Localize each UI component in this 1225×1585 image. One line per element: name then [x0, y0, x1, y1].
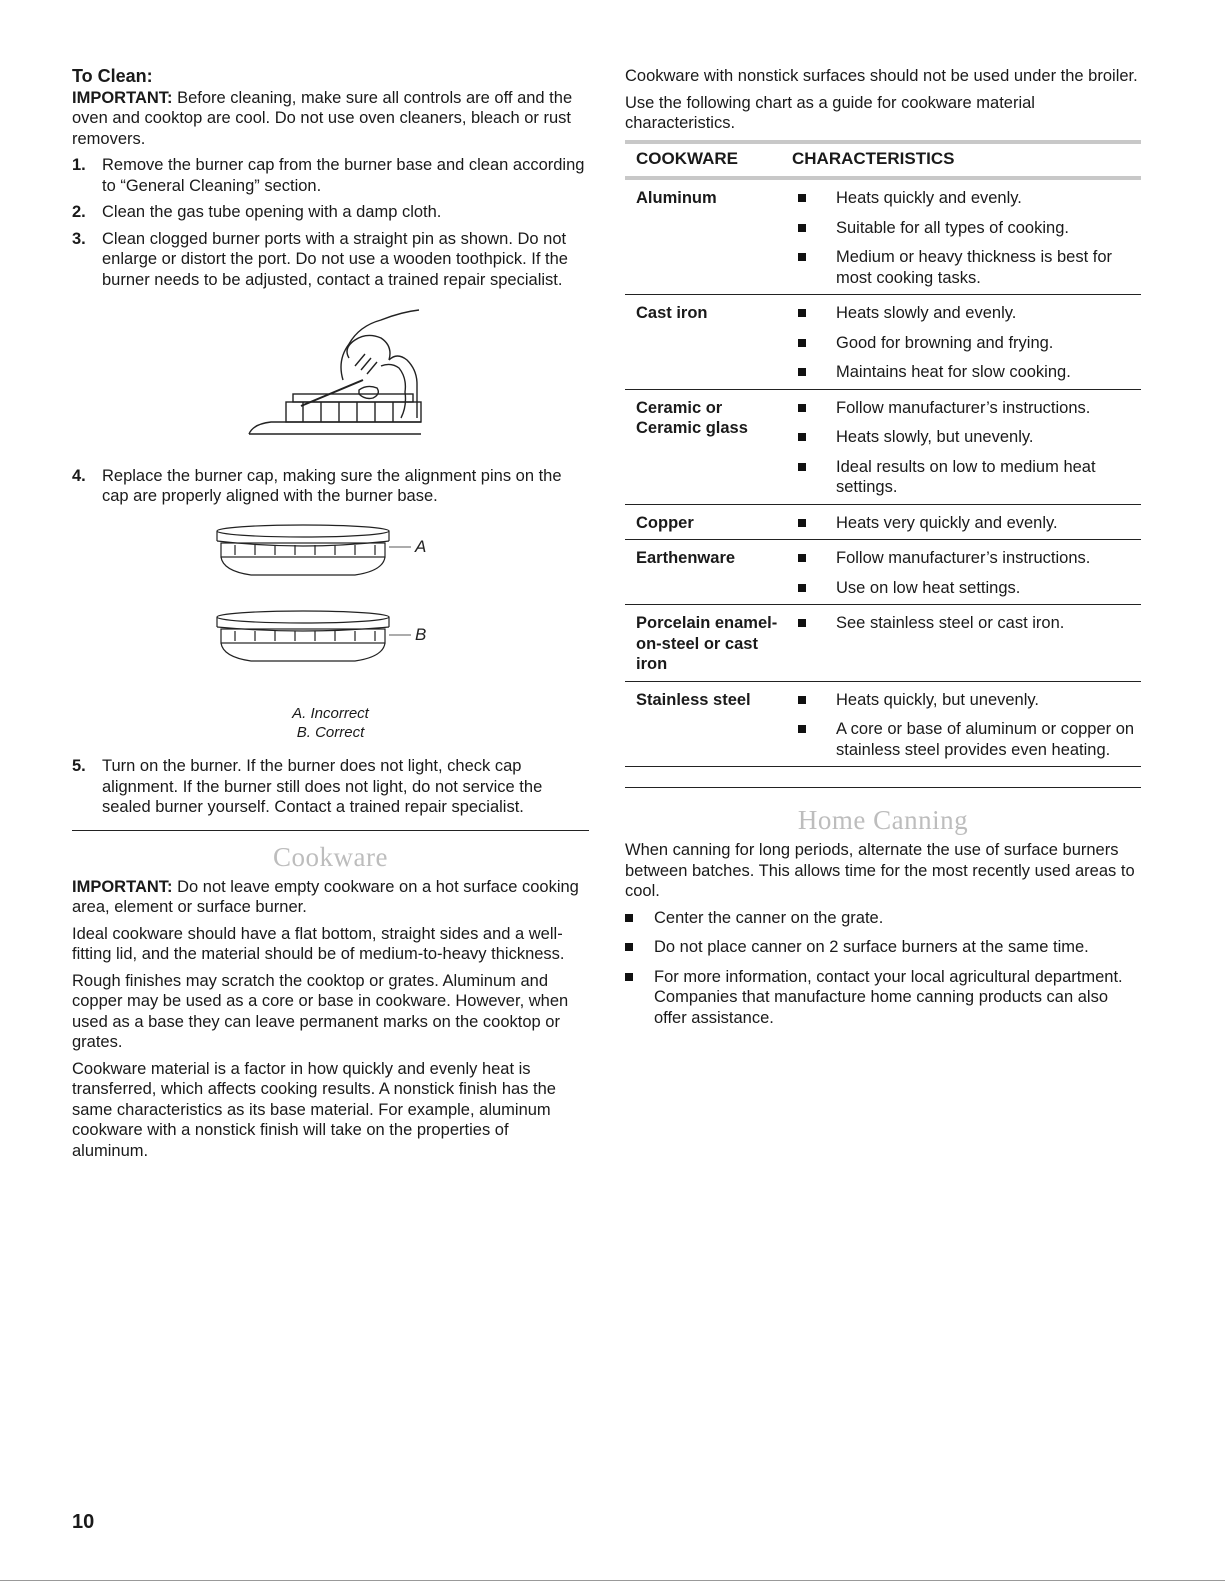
bullet-square-icon — [798, 584, 806, 592]
important-label: IMPORTANT: — [72, 88, 173, 107]
characteristic-text: Follow manufacturer’s instructions. — [836, 549, 1091, 567]
characteristic-item — [786, 578, 1141, 599]
characteristic-text: Use on low heat settings. — [836, 578, 1021, 597]
bullet-square-icon — [798, 368, 806, 376]
step-number: 3. — [72, 229, 86, 248]
bullet-square-icon — [798, 554, 806, 562]
table-row — [625, 178, 1141, 295]
table-body — [625, 178, 1141, 767]
characteristic-text: Heats very quickly and evenly. — [836, 513, 1058, 532]
step-number: 2. — [72, 203, 86, 221]
step-text: Replace the burner cap, making sure the alignment pins on the cap are properly aligned with the burner base. — [102, 466, 562, 505]
table-row — [625, 504, 1141, 540]
list-item — [625, 908, 1141, 929]
cookware-material: Earthenware — [636, 549, 736, 567]
table-row — [625, 295, 1141, 390]
caption-correct: B. Correct — [296, 724, 365, 741]
figure-caption — [72, 704, 589, 742]
cookware-characteristics — [786, 681, 1141, 767]
intro-paragraph: Cookware with nonstick surfaces should not be used under the broiler. — [625, 67, 1138, 85]
bullet-text: Do not place canner on 2 surface burners at the same time. — [654, 938, 1089, 956]
characteristic-text: Heats quickly, but unevenly. — [836, 690, 1039, 709]
cookware-characteristics — [786, 605, 1141, 682]
step-5 — [72, 756, 589, 818]
characteristic-text: Follow manufacturer’s instructions. — [836, 398, 1091, 417]
bullet-square-icon — [798, 224, 806, 232]
clean-important-note — [72, 88, 589, 150]
characteristic-text: Suitable for all types of cooking. — [836, 218, 1069, 237]
characteristic-item — [786, 362, 1141, 383]
cap-alignment-figure — [72, 521, 589, 697]
important-text: Before cleaning, make sure all controls are off and the oven and cooktop are cool. Do not use oven cleaners, bleach or rust removers. — [72, 88, 573, 148]
important-text: Do not leave empty cookware on a hot surface cooking area, element or surface burner. — [72, 877, 579, 916]
page-edge-line — [0, 1580, 1225, 1581]
step-number: 4. — [72, 466, 86, 485]
home-canning-section-title: Home Canning — [797, 805, 969, 835]
bullet-square-icon — [798, 725, 806, 733]
canning-bullets — [625, 908, 1141, 1029]
bullet-square-icon — [798, 253, 806, 261]
right-column — [625, 66, 1141, 1037]
to-clean-heading: To Clean: — [72, 66, 153, 86]
step-2 — [72, 202, 589, 223]
figure-label-b: B — [414, 624, 426, 644]
characteristic-item — [786, 247, 1141, 288]
characteristic-item — [786, 690, 1141, 711]
bullet-square-icon — [798, 519, 806, 527]
characteristic-item — [786, 188, 1141, 209]
characteristic-text: Maintains heat for slow cooking. — [836, 363, 1071, 381]
list-item — [625, 937, 1141, 958]
cookware-characteristics — [786, 389, 1141, 504]
step-number: 5. — [72, 757, 86, 775]
characteristic-text: Ideal results on low to medium heat settings. — [836, 457, 1096, 496]
bullet-square-icon — [798, 463, 806, 471]
characteristic-text: See stainless steel or cast iron. — [836, 614, 1065, 632]
table-row — [625, 605, 1141, 682]
bullet-square-icon — [798, 309, 806, 317]
cookware-paragraph: Ideal cookware should have a flat bottom, straight sides and a well-fitting lid, and the material should be of medium-to-heavy thickness. — [72, 924, 565, 963]
characteristic-item — [786, 457, 1141, 498]
cookware-paragraph: Cookware material is a factor in how quickly and evenly heat is transferred, which affects cooking results. A nonstick finish has the same characteristics as its base material. For example, aluminum cookware with a nonstick finish will take on the properties of aluminum. — [72, 1059, 556, 1160]
cookware-characteristics — [786, 178, 1141, 295]
bullet-text: For more information, contact your local agricultural department. Companies that manufacture home canning products can also offer assistance. — [654, 967, 1123, 1027]
step-4 — [72, 466, 589, 507]
table-row — [625, 540, 1141, 605]
figure-label-a: A — [414, 536, 426, 556]
characteristic-text: Heats slowly and evenly. — [836, 304, 1017, 322]
characteristic-item — [786, 218, 1141, 239]
characteristic-text: Good for browning and frying. — [836, 333, 1054, 352]
characteristic-item — [786, 303, 1141, 324]
cookware-characteristics-table — [625, 140, 1141, 768]
canning-intro: When canning for long periods, alternate the use of surface burners between batches. This allows time for the most recently used areas to cool. — [625, 841, 1135, 900]
table-row — [625, 681, 1141, 767]
cookware-material: Copper — [636, 513, 694, 532]
characteristic-item — [786, 398, 1141, 419]
cookware-characteristics — [786, 540, 1141, 605]
bullet-square-icon — [798, 696, 806, 704]
cookware-material: Stainless steel — [636, 690, 751, 709]
bullet-square-icon — [798, 619, 806, 627]
page-number: 10 — [72, 1511, 95, 1533]
step-1 — [72, 155, 589, 196]
cleaning-steps-continued — [72, 466, 589, 507]
bullet-square-icon — [798, 194, 806, 202]
characteristic-text: A core or base of aluminum or copper on stainless steel provides even heating. — [836, 720, 1135, 759]
cookware-important-note — [72, 877, 589, 918]
step-text: Clean the gas tube opening with a damp cloth. — [102, 203, 442, 221]
pin-cleaning-illustration — [72, 298, 589, 454]
step-number: 1. — [72, 156, 86, 174]
characteristic-item — [786, 427, 1141, 448]
bullet-square-icon — [798, 339, 806, 347]
cookware-material: Ceramic or Ceramic glass — [636, 398, 748, 437]
caption-incorrect: A. Incorrect — [292, 705, 369, 722]
characteristic-item — [786, 613, 1141, 634]
characteristic-text: Heats slowly, but unevenly. — [836, 428, 1034, 446]
characteristic-item — [786, 548, 1141, 569]
important-label: IMPORTANT: — [72, 877, 173, 896]
characteristic-item — [786, 513, 1141, 534]
section-divider — [72, 830, 589, 831]
cookware-paragraph: Rough finishes may scratch the cooktop or grates. Aluminum and copper may be used as a core or base in cookware. However, when used as a base they can leave permanent marks on the cooktop or grates. — [72, 971, 569, 1051]
characteristic-text: Heats quickly and evenly. — [836, 189, 1022, 207]
cookware-material: Porcelain enamel-on-steel or cast iron — [636, 614, 778, 673]
step-text: Turn on the burner. If the burner does not light, check cap alignment. If the burner still does not light, do not service the sealed burner yourself. Contact a trained repair specialist. — [102, 757, 543, 816]
burner-correct-icon — [217, 611, 411, 661]
column-header-cookware: COOKWARE — [636, 148, 738, 168]
list-item — [625, 967, 1141, 1029]
cookware-characteristics — [786, 295, 1141, 390]
cookware-material: Aluminum — [636, 189, 717, 207]
column-header-characteristics: CHARACTERISTICS — [792, 148, 955, 168]
characteristic-text: Medium or heavy thickness is best for most cooking tasks. — [836, 248, 1113, 287]
intro-paragraph: Use the following chart as a guide for cookware material characteristics. — [625, 93, 1035, 132]
cookware-section-title: Cookware — [273, 841, 388, 872]
bullet-square-icon — [798, 433, 806, 441]
step-3 — [72, 229, 589, 291]
bullet-square-icon — [625, 943, 633, 951]
cleaning-steps — [72, 155, 589, 290]
bullet-square-icon — [625, 914, 633, 922]
bullet-text: Center the canner on the grate. — [654, 908, 884, 927]
left-column — [72, 66, 589, 1167]
characteristic-item — [786, 333, 1141, 354]
step-text: Clean clogged burner ports with a straight pin as shown. Do not enlarge or distort the port. Do not use a wooden toothpick. If the burner needs to be adjusted, contact a trained repair specialist. — [102, 229, 568, 289]
burner-incorrect-icon — [217, 525, 411, 575]
cookware-characteristics — [786, 504, 1141, 540]
bullet-square-icon — [625, 973, 633, 981]
cookware-material: Cast iron — [636, 304, 708, 322]
table-row — [625, 389, 1141, 504]
section-divider — [625, 787, 1141, 788]
cleaning-steps-final — [72, 756, 589, 818]
step-text: Remove the burner cap from the burner base and clean according to “General Cleaning” section. — [102, 156, 585, 195]
characteristic-item — [786, 719, 1141, 760]
bullet-square-icon — [798, 404, 806, 412]
table-header-row — [625, 142, 1141, 179]
